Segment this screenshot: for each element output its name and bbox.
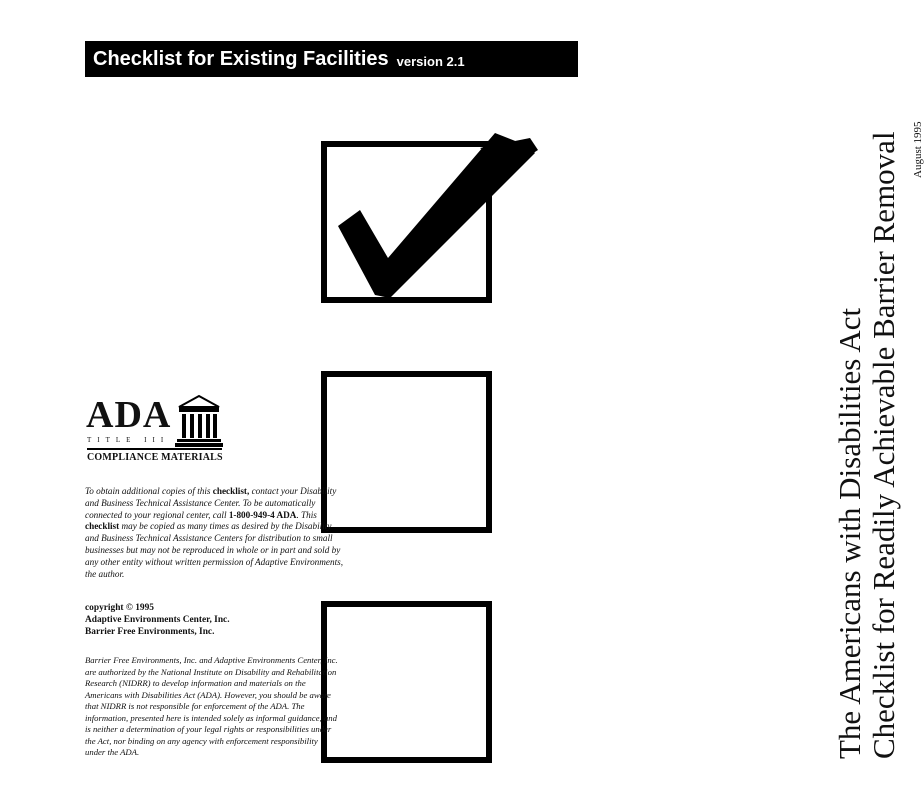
page-title: Checklist for Existing Facilities xyxy=(93,47,389,70)
copyright-block xyxy=(85,603,335,638)
checkbox-empty xyxy=(321,371,492,533)
checkmark-icon xyxy=(330,108,545,303)
intro-bold: checklist xyxy=(85,521,120,532)
header-bar xyxy=(85,41,578,77)
intro-text: To obtain additional copies of this xyxy=(85,486,213,496)
courthouse-icon xyxy=(175,393,223,449)
copyright-org: Barrier Free Environments, Inc. xyxy=(85,626,215,637)
intro-text: contact your Disability and Business Technical Assistance Center. To be automatically connected to your regional center, call xyxy=(85,486,337,520)
disclaimer-paragraph: Barrier Free Environments, Inc. and Adaptive Environments Center, Inc. are authorized by the National Institute on Disability and Rehabilitation Research (NIDRR) to develop information and materials on the Americans with Disabilities Act (ADA). However, you should be aware that NIDRR is not responsible for enforcement of the ADA. The information, presented here is intended solely as informal guidance, and is neither a determination of your legal rights or responsibilities under the Act, nor binding on any agency with enforcement responsibility under the ADA. xyxy=(85,655,338,757)
ada-logo-letters: ADA xyxy=(86,394,172,436)
intro-paragraph xyxy=(85,486,345,580)
version-label: version 2.1 xyxy=(396,53,465,69)
intro-bold: checklist, xyxy=(212,486,250,496)
checkbox-empty xyxy=(321,601,492,763)
logo-divider xyxy=(87,448,222,450)
phone-number: 1-800-949-4 ADA xyxy=(228,509,297,520)
copyright-org: Adaptive Environments Center, Inc. xyxy=(85,614,230,625)
intro-text: may be copied as many times as desired by the Disability and Business Technical Assistance Centers for distribution to small businesses but may not be reproduced in whole or in part and sold by any other entity without written permission of Adaptive Environments, the author. xyxy=(85,521,343,579)
intro-text: . This xyxy=(296,509,317,520)
title-line-2: Checklist for Readily Achievable Barrier Removal xyxy=(866,131,901,759)
title-line-1: The Americans with Disabilities Act xyxy=(832,307,867,759)
compliance-label: COMPLIANCE MATERIALS xyxy=(87,452,223,463)
publication-date: August 1995 xyxy=(912,121,924,178)
copyright-line: copyright © 1995 xyxy=(85,603,154,613)
ada-logo xyxy=(83,392,228,454)
ada-logo-subtitle: TITLE III xyxy=(87,436,170,444)
